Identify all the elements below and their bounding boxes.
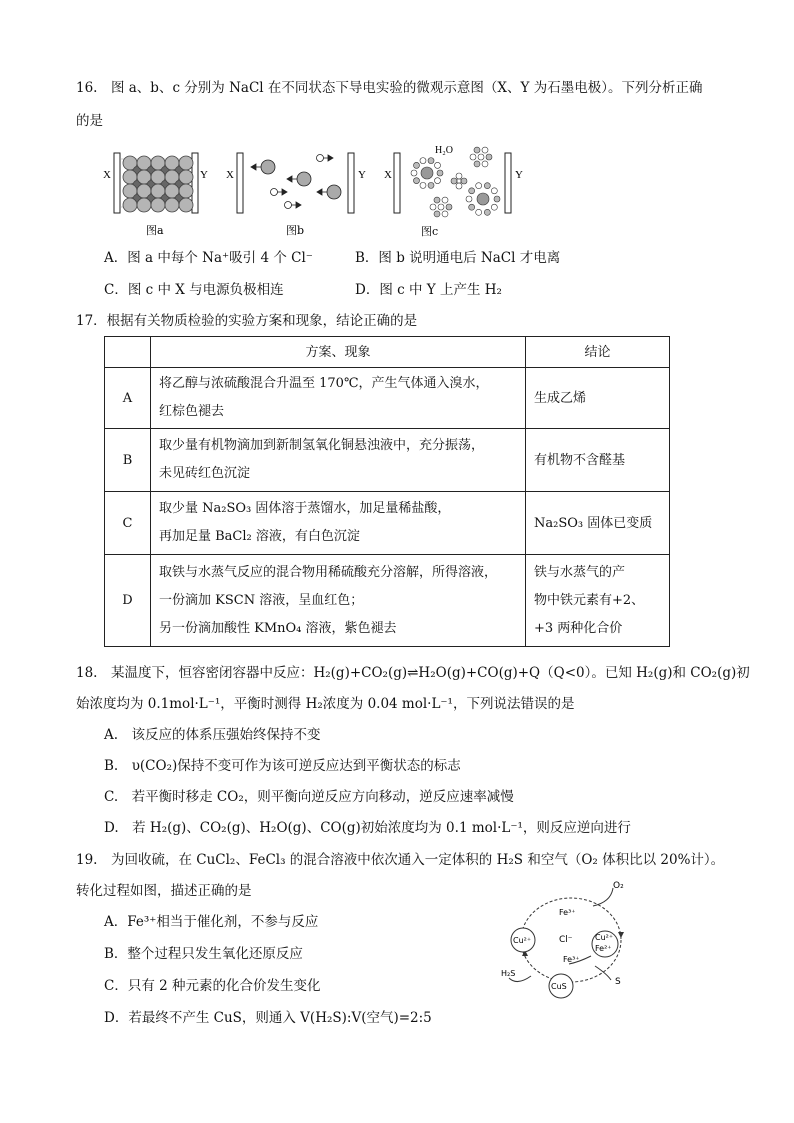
conclusion-cell: 生成乙烯 xyxy=(526,368,670,429)
q18-stem-line2: 始浓度均为 0.1mol·L⁻¹，平衡时测得 H₂浓度为 0.04 mol·L⁻¹，下列说法错误的是 xyxy=(76,696,575,712)
water-molecule xyxy=(456,183,462,189)
q18-stem-line1: 18. 某温度下，恒容密闭容器中反应：H₂(g)+CO₂(g)⇌H₂O(g)+CO(g)+Q（Q<0）。已知 H₂(g)和 CO₂(g)初 xyxy=(76,665,750,681)
hydrated-ion xyxy=(477,193,489,205)
water-molecule xyxy=(434,197,440,203)
electrode-x-label: X xyxy=(103,169,111,181)
plan-cell xyxy=(151,368,526,429)
water-molecule xyxy=(420,182,426,188)
water-molecule xyxy=(486,154,492,160)
water-molecule xyxy=(420,158,426,164)
plan-line: 再加足量 BaCl₂ 溶液，有白色沉淀 xyxy=(159,529,360,544)
nacl-lattice xyxy=(123,156,193,212)
q16-option-a[interactable]: A．图 a 中每个 Na⁺吸引 4 个 Cl⁻ xyxy=(104,250,313,266)
conclusion-cell: 有机物不含醛基 xyxy=(526,429,670,492)
water-molecule xyxy=(442,197,448,203)
water-molecule xyxy=(469,188,475,194)
water-molecule xyxy=(470,154,476,160)
water-molecule xyxy=(435,178,441,184)
cl-ion xyxy=(179,198,193,212)
q16-stem-line2: 的是 xyxy=(76,113,103,129)
hydrated-ion xyxy=(478,154,484,160)
plan-cell xyxy=(151,492,526,555)
q19-option-d[interactable]: D．若最终不产生 CuS，则通入 V(H₂S):V(空气)=2:5 xyxy=(104,1010,432,1026)
cl-ion xyxy=(179,170,193,184)
header-cell: 结论 xyxy=(526,337,670,368)
q19-stem-line2: 转化过程如图，描述正确的是 xyxy=(76,883,252,899)
cl-ion xyxy=(179,184,193,198)
cus-label: CuS xyxy=(551,982,567,991)
fe3-mid-label: Fe³⁺ xyxy=(563,955,580,964)
water-molecule xyxy=(476,183,482,189)
table-row xyxy=(105,492,670,555)
water-molecule xyxy=(442,211,448,217)
electrode-x-label: X xyxy=(226,169,234,181)
table-row xyxy=(105,555,670,647)
water-molecule xyxy=(491,204,497,210)
conclusion-cell: Na₂SO₃ 固体已变质 xyxy=(526,492,670,555)
q18-option-b[interactable]: B. υ(CO₂)保持不变可作为该可逆反应达到平衡状态的标志 xyxy=(104,758,461,774)
q19-option-c[interactable]: C．只有 2 种元素的化合价发生变化 xyxy=(104,978,321,994)
water-molecule xyxy=(413,162,419,168)
cl-ion xyxy=(179,156,193,170)
conclusion-line: +3 两种化合价 xyxy=(534,620,623,636)
plan-line: 取少量有机物滴加到新制氢氧化铜悬浊液中，充分振荡， xyxy=(159,438,485,453)
q16-option-c[interactable]: C．图 c 中 X 与电源负极相连 xyxy=(104,282,284,298)
water-molecule xyxy=(430,204,436,210)
q19-stem-line1: 19. 为回收硫，在 CuCl₂、FeCl₃ 的混合溶液中依次通入一定体积的 H₂S 和空气（O₂ 体积比以 20%计）。 xyxy=(76,852,725,868)
plan-line: 取少量 Na₂SO₃ 固体溶于蒸馏水，加足量稀盐酸， xyxy=(159,501,451,516)
hydrated-ion xyxy=(438,204,444,210)
cl-label: Cl⁻ xyxy=(559,935,573,945)
water-molecule xyxy=(474,161,480,167)
plan-line: 未见砖红色沉淀 xyxy=(159,466,251,481)
hydrated-ion xyxy=(421,167,433,179)
h2o-label: H₂O xyxy=(435,145,453,156)
hydrated-ion xyxy=(457,179,461,183)
water-molecule xyxy=(494,196,500,202)
h2s-label: H₂S xyxy=(501,969,516,978)
q16-option-d[interactable]: D．图 c 中 Y 上产生 H₂ xyxy=(355,282,502,298)
plan-line: 另一份滴加酸性 KMnO₄ 溶液，紫色褪去 xyxy=(159,620,397,636)
q19-cycle-diagram xyxy=(495,880,655,1000)
option-letter: B xyxy=(105,429,151,492)
q16-figure-b xyxy=(226,145,371,240)
cl-ion xyxy=(137,198,151,212)
plan-cell xyxy=(151,429,526,492)
plan-line: 取铁与水蒸气反应的混合物用稀硫酸充分溶解，所得溶液， xyxy=(159,564,498,580)
option-letter: C xyxy=(105,492,151,555)
water-molecule xyxy=(474,147,480,153)
water-molecule xyxy=(461,178,467,184)
water-molecule xyxy=(484,183,490,189)
header-cell xyxy=(105,337,151,368)
water-molecule xyxy=(484,209,490,215)
q18-option-d[interactable]: D. 若 H₂(g)、CO₂(g)、H₂O(g)、CO(g)初始浓度均为 0.1 mol·L⁻¹，则反应逆向进行 xyxy=(104,820,631,836)
water-molecule xyxy=(469,204,475,210)
fig-b-caption: 图b xyxy=(286,224,305,237)
plan-line: 红棕色褪去 xyxy=(159,404,225,419)
water-molecule xyxy=(456,173,462,179)
cl-ion xyxy=(165,198,179,212)
table-row xyxy=(105,368,670,429)
water-molecule xyxy=(451,178,457,184)
conclusion-line: 物中铁元素有+2、 xyxy=(534,592,645,608)
water-molecule xyxy=(482,161,488,167)
q17-table xyxy=(104,336,670,647)
electrode-x-label: X xyxy=(384,169,392,181)
fig-a-caption: 图a xyxy=(146,224,164,237)
water-molecule xyxy=(476,209,482,215)
option-letter: D xyxy=(105,555,151,647)
water-molecule xyxy=(413,178,419,184)
s-label: S xyxy=(615,977,621,987)
cu2-right-label: Cu²⁺ xyxy=(595,933,614,942)
cl-ion xyxy=(123,198,137,212)
water-molecule xyxy=(446,204,452,210)
o2-label: O₂ xyxy=(613,881,624,891)
q19-option-a[interactable]: A．Fe³⁺相当于催化剂，不参与反应 xyxy=(104,914,319,930)
q16-figure-a xyxy=(100,145,220,240)
water-molecule xyxy=(411,170,417,176)
water-molecule xyxy=(428,182,434,188)
water-molecule xyxy=(435,162,441,168)
plan-cell xyxy=(151,555,526,647)
q16-option-b[interactable]: B．图 b 说明通电后 NaCl 才电离 xyxy=(355,250,561,266)
table-header-row xyxy=(105,337,670,368)
electrode-y-label: Y xyxy=(200,169,208,181)
fig-c-caption: 图c xyxy=(421,225,439,238)
plan-line: 一份滴加 KSCN 溶液，呈血红色； xyxy=(159,592,364,608)
water-molecule xyxy=(491,188,497,194)
q18-option-c[interactable]: C. 若平衡时移走 CO₂，则平衡向逆反应方向移动，逆反应速率减慢 xyxy=(104,789,514,805)
water-molecule xyxy=(434,211,440,217)
plan-line: 将乙醇与浓硫酸混合升温至 170℃，产生气体通入溴水， xyxy=(159,376,489,391)
q18-option-a[interactable]: A. 该反应的体系压强始终保持不变 xyxy=(104,727,321,743)
water-molecule xyxy=(466,196,472,202)
header-cell: 方案、现象 xyxy=(151,337,526,368)
conclusion-line: 铁与水蒸气的产 xyxy=(534,564,626,580)
fe2-right-label: Fe²⁺ xyxy=(595,944,612,953)
cl-ion xyxy=(151,198,165,212)
water-molecule xyxy=(482,147,488,153)
cu2-left-label: Cu²⁺ xyxy=(513,936,532,945)
electrode-y-label: Y xyxy=(358,169,366,181)
fe3-top-label: Fe³⁺ xyxy=(559,908,576,917)
q16-figure-c xyxy=(383,137,523,240)
conclusion-cell xyxy=(526,555,670,647)
electrode-y-label: Y xyxy=(515,169,523,181)
table-row xyxy=(105,429,670,492)
water-molecule xyxy=(437,170,443,176)
water-molecule xyxy=(428,158,434,164)
q16-stem-line1: 16. 图 a、b、c 分别为 NaCl 在不同状态下导电实验的微观示意图（X、Y 为石墨电极）。下列分析正确 xyxy=(76,80,703,96)
q17-stem: 17．根据有关物质检验的实验方案和现象，结论正确的是 xyxy=(76,313,418,329)
option-letter: A xyxy=(105,368,151,429)
q19-option-b[interactable]: B．整个过程只发生氧化还原反应 xyxy=(104,946,303,962)
